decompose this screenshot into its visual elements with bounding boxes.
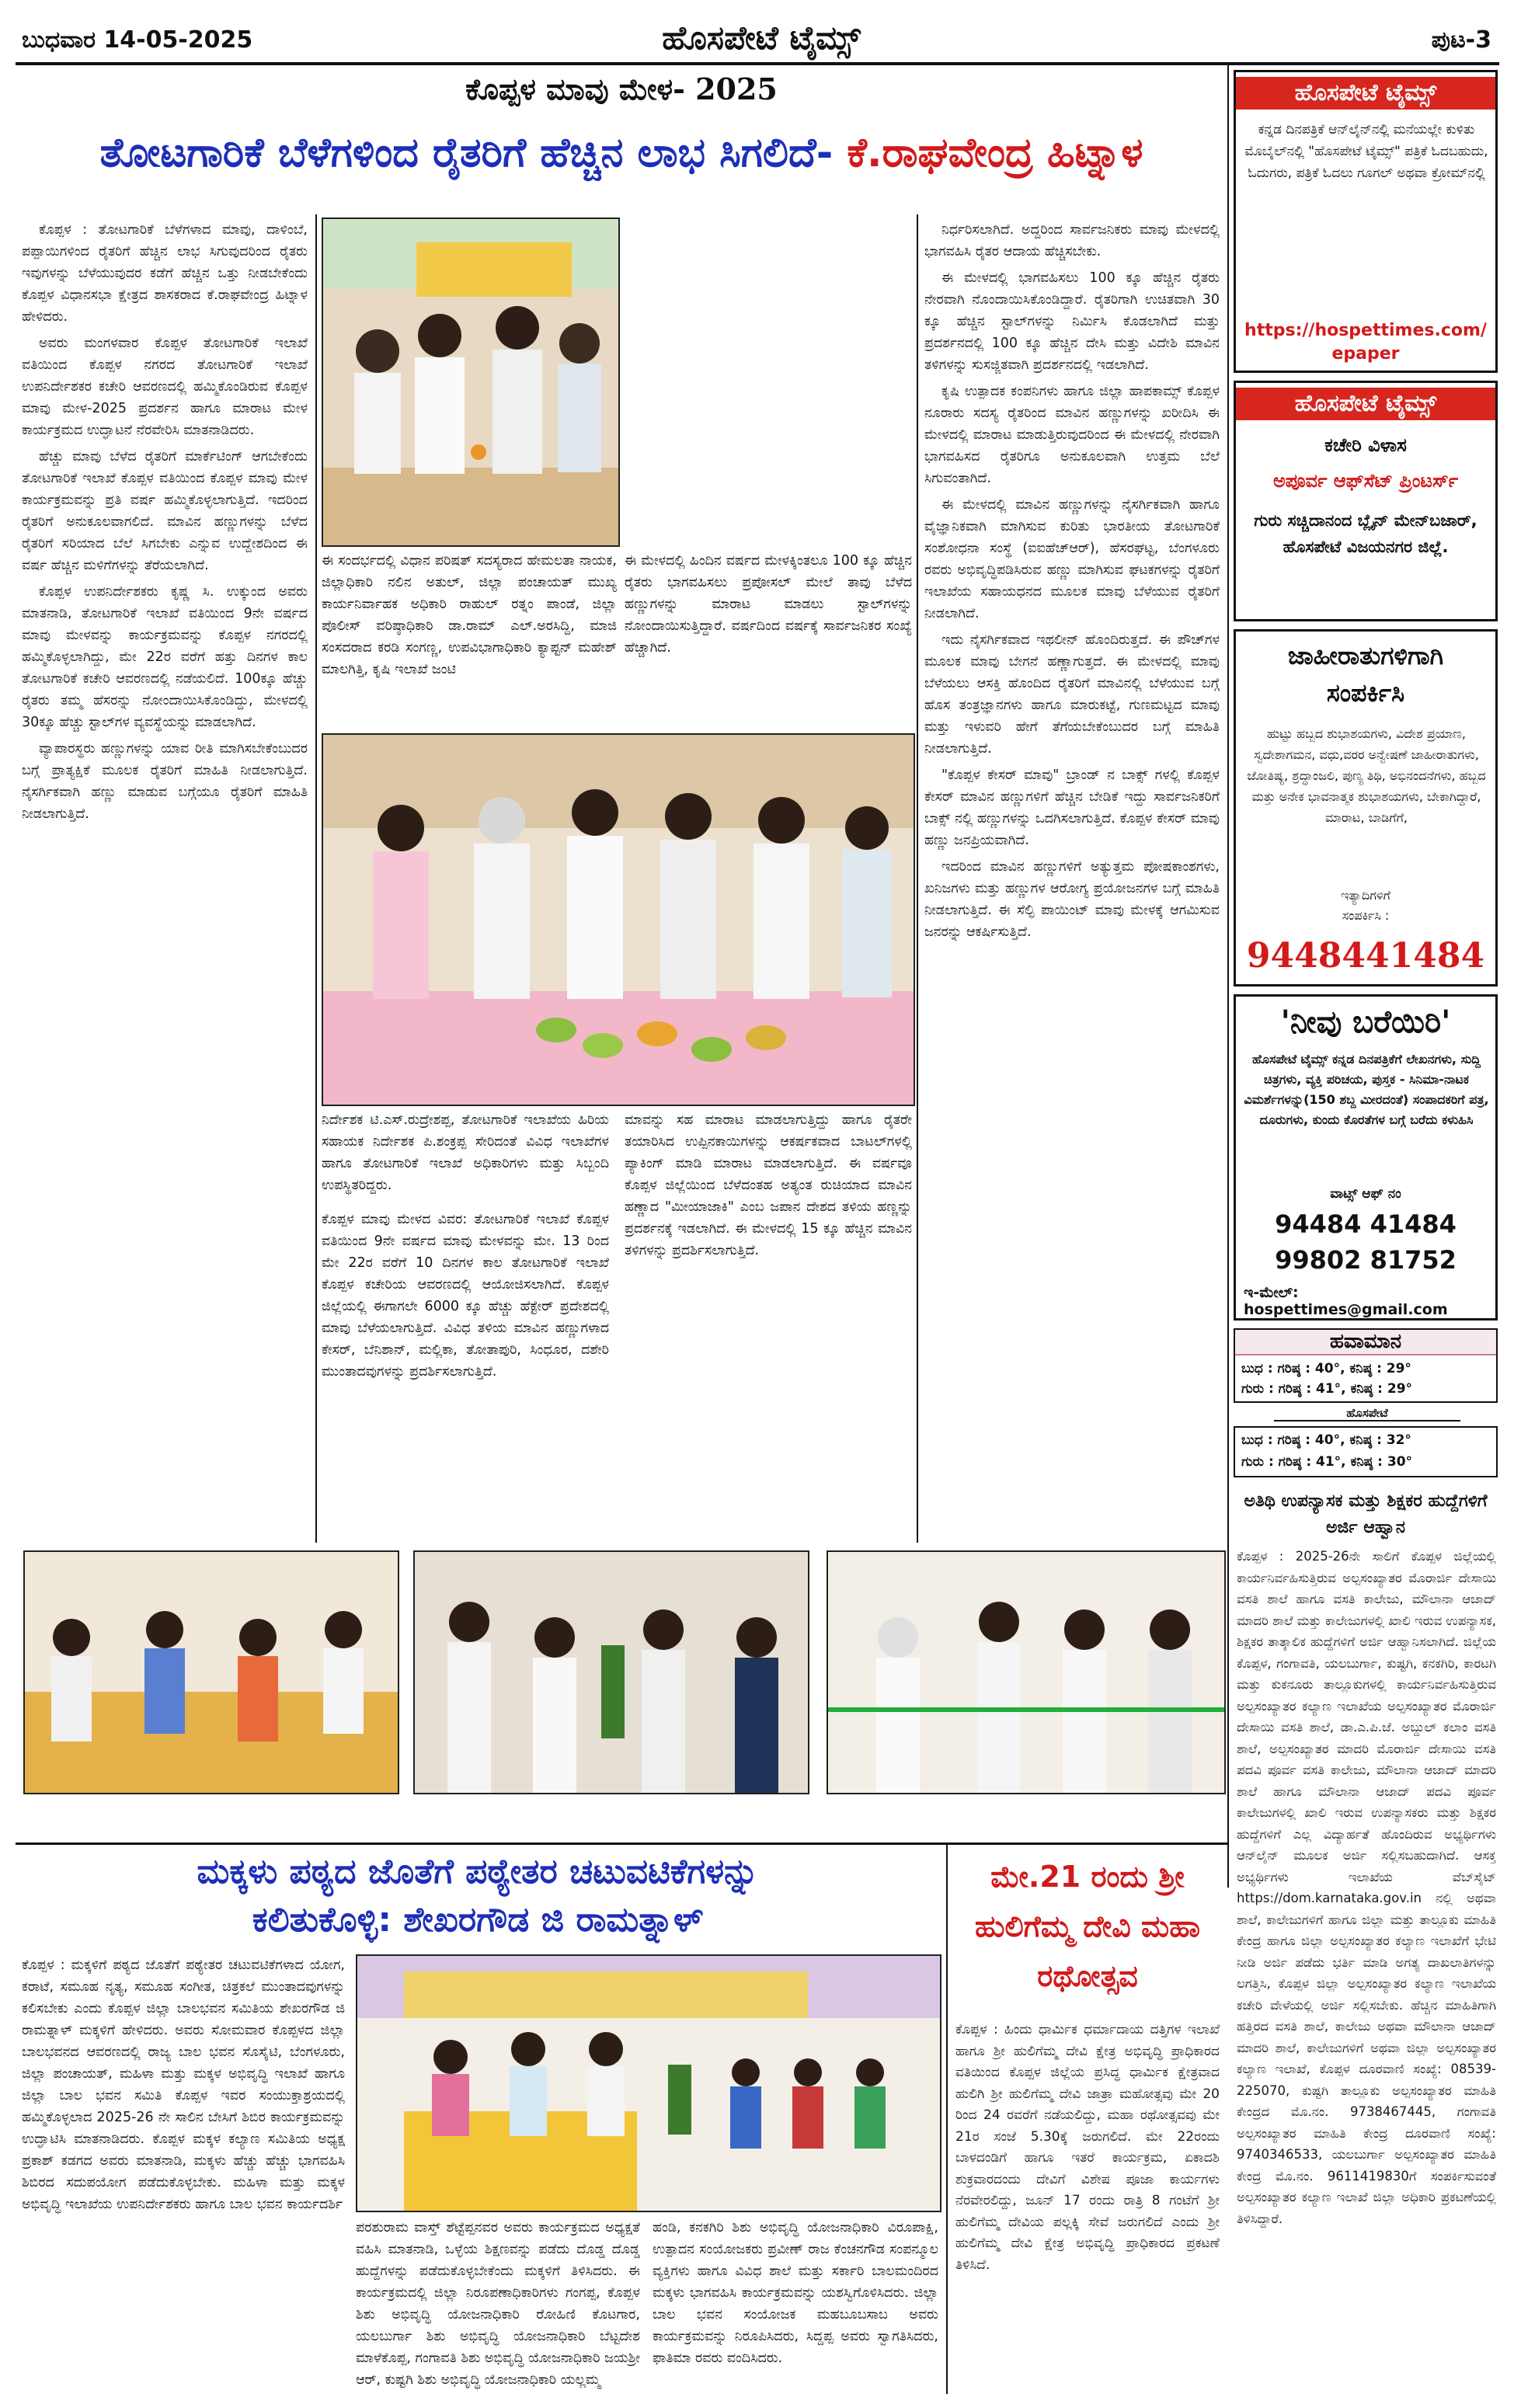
ad-contact-text: ಹುಟ್ಟು ಹಬ್ಬದ ಶುಭಾಶಯಗಳು, ವಿದೇಶ ಪ್ರಯಾಣ, ಸ್ವದೇಶಾಗಮನ, ವಧು,ವರರ ಅನ್ವೇಷಣೆ ಜಾಹೀರಾತುಗಳು, ಜೋತಿಷ್ಯ, ಶ್ರದ್ಧಾಂಜಲಿ, ಪುಣ್ಯ ತಿಥಿ, ಅಭಿನಂದನೆಗಳು, ಹಬ್ಬದ ಮತ್ತು ಅನೇಕ ಭಾವನಾತ್ಮಕ ಶುಭಾಶಯಗಳು, ಬೇಕಾಗಿದ್ದಾರೆ, ಮಾರಾಟ, ಬಾಡಿಗೆಗೆ,: [1247, 726, 1486, 825]
lead-paragraph: ಕೊಪ್ಪಳ : ತೋಟಗಾರಿಕೆ ಬೆಳೆಗಳಾದ ಮಾವು, ದಾಳಿಂಬೆ, ಪಪ್ಪಾಯಿಗಳಿಂದ ರೈತರಿಗೆ ಹೆಚ್ಚಿನ ಲಾಭ ಸಿಗುವುದರಿಂದ ರೈತರು ಇವುಗಳನ್ನು ಬೆಳೆಯುವುದರ ಕಡೆಗೆ ಹೆಚ್ಚಿನ ಒತ್ತು ನೀಡಬೇಕೆಂದು ಕೊಪ್ಪಳ ವಿಧಾನಸಭಾ ಕ್ಷೇತ್ರದ ಶಾಸಕರಾದ ಕೆ.ರಾಘವೇಂದ್ರ ಹಿಟ್ನಾಳ ಹೇಳಿದರು.: [22, 222, 308, 325]
ad-epaper: [1234, 70, 1498, 373]
weather-max: : 40°,: [1305, 1361, 1345, 1376]
ad-office-address: [1234, 381, 1498, 621]
weather-row: [1241, 1454, 1493, 1470]
guest-body: ಕೊಪ್ಪಳ : 2025-26ನೇ ಸಾಲಿಗೆ ಕೊಪ್ಪಳ ಜಿಲ್ಲೆಯಲ್ಲಿ ಕಾರ್ಯನಿರ್ವಹಿಸುತ್ತಿರುವ ಅಲ್ಪಸಂಖ್ಯಾತರ ಮೊರಾರ್ಜಿ ದೇಸಾಯಿ ವಸತಿ ಶಾಲೆ ಹಾಗೂ ವಸತಿ ಕಾಲೇಜು, ಮೌಲಾನಾ ಆಜಾದ್ ಮಾದರಿ ಶಾಲೆ ಮತ್ತು ಕಾಲೇಜುಗಳಲ್ಲಿ ಖಾಲಿ ಇರುವ ಉಪನ್ಯಾಸಕ, ಶಿಕ್ಷಕರ ತಾತ್ಕಾಲಿಕ ಹುದ್ದೆಗಳಿಗೆ ಅರ್ಜಿ ಆಹ್ವಾನಿಸಲಾಗಿದೆ. ಜಿಲ್ಲೆಯ ಕೊಪ್ಪಳ, ಗಂಗಾವತಿ, ಯಲಬುರ್ಗಾ, ಕುಷ್ಟಗಿ, ಕನಕಗಿರಿ, ಕಾರಟಗಿ ಮತ್ತು ಕುಕನೂರು ತಾಲ್ಲೂಕುಗಳಲ್ಲಿ ಕಾರ್ಯನಿರ್ವಹಿಸುತ್ತಿರುವ ಅಲ್ಪಸಂಖ್ಯಾತರ ಕಲ್ಯಾಣ ಇಲಾಖೆಯ ಅಲ್ಪಸಂಖ್ಯಾತರ ಮೊರಾರ್ಜಿ ದೇಸಾಯಿ ವಸತಿ ಶಾಲೆ, ಡಾ.ಎ.ಪಿ.ಜೆ. ಅಬ್ದುಲ್ ಕಲಾಂ ವಸತಿ ಶಾಲೆ, ಅಲ್ಪಸಂಖ್ಯಾತರ ಮಾದರಿ ಮೊರಾರ್ಜಿ ದೇಸಾಯಿ ವಸತಿ ಪದವಿ ಪೂರ್ವ ವಸತಿ ಕಾಲೇಜು, ಮೌಲಾನಾ ಆಜಾದ್ ಮಾದರಿ ಶಾಲೆ ಹಾಗೂ ಮೌಲಾನಾ ಆಜಾದ್ ಪದವಿ ಪೂರ್ವ ಕಾಲೇಜುಗಳಲ್ಲಿ ಖಾಲಿ ಇರುವ ಉಪನ್ಯಾಸಕರು ಮತ್ತು ಶಿಕ್ಷಕರ ಹುದ್ದೆಗಳಿಗೆ ಎಲ್ಲ ವಿದ್ಯಾರ್ಹತೆ ಹೊಂದಿರುವ ಅಭ್ಯರ್ಥಿಗಳು ಆನ್‌ಲೈನ್ ಮೂಲಕ ಅರ್ಜಿ ಸಲ್ಲಿಸಬಹುದಾಗಿದೆ. ಆಸಕ್ತ ಅಭ್ಯರ್ಥಿಗಳು ಇಲಾಖೆಯ ವೆಬ್‌ಸೈಟ್ https://dom.karnataka.gov.in ನಲ್ಲಿ ಅಥವಾ ಶಾಲೆ, ಕಾಲೇಜುಗಳಿಗೆ ಹಾಗೂ ಜಿಲ್ಲಾ ಮತ್ತು ತಾಲ್ಲೂಕು ಮಾಹಿತಿ ಕೇಂದ್ರ ಹಾಗೂ ಜಿಲ್ಲಾ ಅಲ್ಪಸಂಖ್ಯಾತರ ಕಲ್ಯಾಣ ಇಲಾಖೆಗೆ ಭೇಟಿ ನೀಡಿ ಅರ್ಜಿ ಪಡೆದು ಭರ್ತಿ ಮಾಡಿ ಅಗತ್ಯ ದಾಖಲಾತಿಗಳನ್ನು ಲಗತ್ತಿಸಿ, ಕೊಪ್ಪಳ ಜಿಲ್ಲಾ ಅಲ್ಪಸಂಖ್ಯಾತರ ಕಲ್ಯಾಣ ಇಲಾಖೆಯ ಕಚೇರಿ ವೇಳೆಯಲ್ಲಿ ಅರ್ಜಿ ಸಲ್ಲಿಸಬೇಕು. ಹೆಚ್ಚಿನ ಮಾಹಿತಿಗಾಗಿ ಹತ್ತಿರದ ವಸತಿ ಶಾಲೆ, ಕಾಲೇಜು ಅಥವಾ ಮೌಲಾನಾ ಆಜಾದ್ ಮಾದರಿ ಶಾಲೆ, ಕಾಲೇಜುಗಳಿಗೆ ಅಥವಾ ಜಿಲ್ಲಾ ಅಲ್ಪಸಂಖ್ಯಾತರ ಕಲ್ಯಾಣ ಇಲಾಖೆ, ಕೊಪ್ಪಳ ದೂರವಾಣಿ ಸಂಖ್ಯೆ: 08539-225070, ಕುಷ್ಟಗಿ ತಾಲ್ಲೂಕು ಅಲ್ಪಸಂಖ್ಯಾತರ ಮಾಹಿತಿ ಕೇಂದ್ರದ ಮೊ.ನಂ. 9738467445, ಗಂಗಾವತಿ ಅಲ್ಪಸಂಖ್ಯಾತರ ಮಾಹಿತಿ ಕೇಂದ್ರ ದೂರವಾಣಿ ಸಂಖ್ಯೆ: 9740346533, ಯಲಬುರ್ಗಾ ಅಲ್ಪಸಂಖ್ಯಾತರ ಮಾಹಿತಿ ಕೇಂದ್ರ ಮೊ.ನಂ. 9611419830ಗೆ ಸಂಪರ್ಕಿಸುವಂತೆ ಅಲ್ಪಸಂಖ್ಯಾತರ ಕಲ್ಯಾಣ ಇಲಾಖೆ ಜಿಲ್ಲಾ ಅಧಿಕಾರಿ ಪ್ರಕಟಣೆಯಲ್ಲಿ ತಿಳಿಸಿದ್ದಾರೆ.: [1237, 1549, 1496, 2226]
ad-contact-label: ಸಂಪರ್ಕಿಸಿ :: [1342, 908, 1390, 923]
lead-paragraph: ಕೊಪ್ಪಳ ಉಪನಿರ್ದೇಶಕರು ಕೃಷ್ಣ ಸಿ. ಉಕ್ಕುಂದ ಅವರು ಮಾತನಾಡಿ, ತೋಟಗಾರಿಕೆ ಇಲಾಖೆ ವತಿಯಿಂದ 9ನೇ ವರ್ಷದ ಮಾವು ಮೇಳವನ್ನು ಕಾರ್ಯಕ್ರಮವನ್ನು ಕೊಪ್ಪಳ ನಗರದಲ್ಲಿ ಹಮ್ಮಿಕೊಳ್ಳಲಾಗಿದ್ದು, ಮೇ 22ರ ವರೆಗೆ ಹತ್ತು ದಿನಗಳ ಕಾಲ ತೋಟಗಾರಿಕೆ ಕಚೇರಿ ಆವರಣದಲ್ಲಿ ನಡೆಯಲಿದೆ. 100ಕ್ಕೂ ಹೆಚ್ಚು ರೈತರು ತಮ್ಮ ಹೆಸರನ್ನು ನೋಂದಾಯಿಸಿಕೊಂಡಿದ್ದು, ಮೇಳದಲ್ಲಿ 30ಕ್ಕೂ ಹೆಚ್ಚು ಸ್ಟಾಲ್‌ಗಳ ವ್ಯವಸ್ಥೆಯನ್ನು ಮಾಡಲಾಗಿದೆ.: [22, 584, 308, 730]
lead-kicker: ಕೊಪ್ಪಳ ಮಾವು ಮೇಳ- 2025: [465, 71, 778, 106]
lead-column-4: [924, 219, 1220, 1540]
weather-min-label: ಕನಿಷ್ಠ: [1349, 1432, 1373, 1448]
ad-write-phone-2[interactable]: 99802 81752: [1275, 1245, 1457, 1275]
lead-column-2-lower: ಕೊಪ್ಪಳ ಮಾವು ಮೇಳದ ವಿವರ: ತೋಟಗಾರಿಕೆ ಇಲಾಖೆ ಕೊಪ್ಪಳ ವತಿಯಿಂದ 9ನೇ ವರ್ಷದ ಮಾವು ಮೇಳವನ್ನು ಮೇ. 13 ರಿಂದ ಮೇ 22ರ ವರೆಗೆ 10 ದಿನಗಳ ಕಾಲ ತೋಟಗಾರಿಕೆ ಇಲಾಖೆ ಕೊಪ್ಪಳ ಕಚೇರಿಯ ಆವರಣದಲ್ಲಿ ಆಯೋಜಿಸಲಾಗಿದೆ. ಕೊಪ್ಪಳ ಜಿಲ್ಲೆಯಲ್ಲಿ ಈಗಾಗಲೇ 6000 ಕ್ಕೂ ಹೆಚ್ಚು ಹೆಕ್ಟೇರ್ ಪ್ರದೇಶದಲ್ಲಿ ಮಾವು ಬೆಳೆಯಲಾಗುತ್ತಿದೆ. ವಿವಿಧ ತಳಿಯ ಮಾವಿನ ಹಣ್ಣುಗಳಾದ ಕೇಸರ್, ಬೆನಿಶಾನ್, ಮಲ್ಲಿಕಾ, ತೋತಾಪುರಿ, ಸಿಂಧೂರ, ದಶೇರಿ ಮುಂತಾದವುಗಳನ್ನು ಪ್ರದರ್ಶಿಸಲಾಗುತ್ತಿದೆ.: [322, 1212, 609, 1380]
weather-min: : 32°: [1377, 1432, 1411, 1448]
ad-contact-etc: ಇತ್ಯಾದಿಗಳಿಗೆ: [1341, 888, 1390, 903]
lead-photo-inauguration: [322, 217, 620, 547]
masthead-paper-name: ಹೊಸಪೇಟೆ ಟೈಮ್ಸ್: [662, 19, 861, 57]
weather-city: ಹೊಸಪೇಟೆ: [1274, 1406, 1460, 1421]
ad-write-whatsapp: ವಾಟ್ಸ್ ಆಫ್ ನಂ: [1330, 1186, 1401, 1202]
section-rule: [16, 1843, 1227, 1845]
kids-column-1: ಕೊಪ್ಪಳ : ಮಕ್ಕಳಿಗೆ ಪಠ್ಯದ ಜೊತೆಗೆ ಪಠ್ಯೇತರ ಚಟುವಟಿಕೆಗಳಾದ ಯೋಗ, ಕರಾಟೆ, ಸಮೂಹ ನೃತ್ಯ, ಸಮೂಹ ಸಂಗೀತ, ಚಿತ್ರಕಲೆ ಮುಂತಾದವುಗಳನ್ನು ಕಲಿಸಬೇಕು ಎಂದು ಕೊಪ್ಪಳ ಜಿಲ್ಲಾ ಬಾಲಭವನ ಸಮಿತಿಯ ಶೇಖರಗೌಡ ಜಿ ರಾಮತ್ನಾಳ್ ಮಕ್ಕಳಿಗೆ ಹೇಳಿದರು. ಅವರು ಸೋಮವಾರ ಕೊಪ್ಪಳದ ಜಿಲ್ಲಾ ಬಾಲಭವನದ ಆವರಣದಲ್ಲಿ ರಾಜ್ಯ ಬಾಲ ಭವನ ಸೊಸೈಟಿ, ಬೆಂಗಳೂರು, ಜಿಲ್ಲಾ ಪಂಚಾಯತ್, ಮಹಿಳಾ ಮತ್ತು ಮಕ್ಕಳ ಅಭಿವೃದ್ಧಿ ಇಲಾಖೆ ಹಾಗೂ ಜಿಲ್ಲಾ ಬಾಲ ಭವನ ಸಮಿತಿ ಕೊಪ್ಪಳ ಇವರ ಸಂಯುಕ್ತಾಶ್ರಯದಲ್ಲಿ ಹಮ್ಮಿಕೊಳ್ಳಲಾದ 2025-26 ನೇ ಸಾಲಿನ ಬೇಸಿಗೆ ಶಿಬಿರ ಕಾರ್ಯಕ್ರಮವನ್ನು ಉದ್ಘಾಟಿಸಿ ಮಾತನಾಡಿದರು. ಕೊಪ್ಪಳ ಮಕ್ಕಳ ಕಲ್ಯಾಣ ಸಮಿತಿಯ ಅಧ್ಯಕ್ಷ ಪ್ರಕಾಶ್ ಕಡಗದ ಅವರು ಮಾತನಾಡಿ, ಮಕ್ಕಳು ಹೆಚ್ಚು ಹೆಚ್ಚು ಭಾಗವಹಿಸಿ ಶಿಬಿರದ ಸದುಪಯೋಗ ಪಡೆದುಕೊಳ್ಳಬೇಕು. ಮಹಿಳಾ ಮತ್ತು ಮಕ್ಕಳ ಅಭಿವೃದ್ಧಿ ಇಲಾಖೆಯ ಉಪನಿರ್ದೇಶಕರು ಹಾಗೂ ಬಾಲ ಭವನ ಕಾರ್ಯದರ್ಶಿ: [22, 1957, 345, 2212]
weather-min: : 29°: [1377, 1381, 1413, 1397]
ad-write-email-row: [1244, 1284, 1492, 1318]
ad-write-email-label: ಇ-ಮೇಲ್:: [1244, 1284, 1299, 1301]
masthead-page-number: ಪುಟ-3: [1431, 26, 1491, 54]
kids-column-3: ಹಂಡಿ, ಕನಕಗಿರಿ ಶಿಶು ಅಭಿವೃದ್ಧಿ ಯೋಜನಾಧಿಕಾರಿ ವಿರೂಪಾಕ್ಷಿ, ಉತ್ಪಾದನ ಸಂಯೋಜಕರು ಪ್ರವೀಣ್ ರಾಜ ಕೆಂಚನಗೌಡ ಸಂಪನ್ಮೂಲ ವ್ಯಕ್ತಿಗಳು ಹಾಗೂ ವಿವಿಧ ಶಾಲೆ ಮತ್ತು ಸರ್ಕಾರಿ ಬಾಲಮಂದಿರದ ಮಕ್ಕಳು ಭಾಗವಹಿಸಿ ಕಾರ್ಯಕ್ರಮವನ್ನು ಯಶಸ್ವಿಗೊಳಿಸಿದರು. ಜಿಲ್ಲಾ ಬಾಲ ಭವನ ಸಂಯೋಜಕ ಮಹಬೂಬಸಾಬ ಅವರು ಕಾರ್ಯಕ್ರಮವನ್ನು ನಿರೂಪಿಸಿದರು, ಸಿದ್ದಪ್ಪ ಅವರು ಸ್ವಾಗತಿಸಿದರು, ಫಾತಿಮಾ ರವರು ವಂದಿಸಿದರು.: [653, 2220, 938, 2366]
weather-max-label: : ಗರಿಷ್ಠ: [1268, 1454, 1302, 1470]
lead-paragraph: ನಿರ್ಧರಿಸಲಾಗಿದೆ. ಅದ್ದರಿಂದ ಸಾರ್ವಜನಿಕರು ಮಾವು ಮೇಳದಲ್ಲಿ ಭಾಗವಹಿಸಿ ರೈತರ ಆದಾಯ ಹೆಚ್ಚಿಸಬೇಕು.: [924, 222, 1220, 259]
weather-min: : 29°: [1377, 1361, 1411, 1376]
column-rule: [917, 214, 918, 1543]
weather-row: [1241, 1361, 1493, 1376]
weather-title: ಹವಾಮಾನ: [1235, 1330, 1496, 1355]
ad-epaper-url[interactable]: https://hospettimes.com/: [1244, 321, 1487, 340]
lead-column-3-upper: ಈ ಮೇಳದಲ್ಲಿ ಹಿಂದಿನ ವರ್ಷದ ಮೇಳಕ್ಕಿಂತಲೂ 100 ಕ್ಕೂ ಹೆಚ್ಚಿನ ರೈತರು ಭಾಗವಹಿಸಲು ಪ್ರಪೋಸಲ್ ಮೇಲೆ ತಾವು ಬೆಳೆದ ಹಣ್ಣುಗಳನ್ನು ಮಾರಾಟ ಮಾಡಲು ಸ್ಟಾಲ್‌ಗಳನ್ನು ನೋಂದಾಯಿಸುತ್ತಿದ್ದಾರೆ. ವರ್ಷದಿಂದ ವರ್ಷಕ್ಕೆ ಸಾರ್ವಜನಿಕರ ಸಂಖ್ಯೆ ಹೆಚ್ಚಾಗಿದೆ.: [625, 553, 912, 656]
weather-max: : 40°,: [1305, 1432, 1345, 1448]
column-rule: [1227, 62, 1229, 1888]
lead-paragraph: ಅವರು ಮಂಗಳವಾರ ಕೊಪ್ಪಳ ತೋಟಗಾರಿಕೆ ಇಲಾಖೆ ವತಿಯಿಂದ ಕೊಪ್ಪಳ ನಗರದ ತೋಟಗಾರಿಕೆ ಇಲಾಖೆ ಉಪನಿರ್ದೇಶಕರ ಕಚೇರಿ ಆವರಣದಲ್ಲಿ ಹಮ್ಮಿಕೊಂಡಿರುವ ಕೊಪ್ಪಳ ಮಾವು ಮೇಳ-2025 ಪ್ರದರ್ಶನ ಹಾಗೂ ಮಾರಾಟ ಮೇಳ ಕಾರ್ಯಕ್ರಮದ ಉದ್ಘಾಟನೆ ನೆರವೇರಿಸಿ ಮಾತನಾಡಿದರು.: [22, 336, 308, 438]
lead-headline-main: ತೋಟಗಾರಿಕೆ ಬೆಳೆಗಳಿಂದ ರೈತರಿಗೆ ಹೆಚ್ಚಿನ ಲಾಭ ಸಿಗಲಿದೆ-: [99, 130, 834, 176]
mela-body: ಕೊಪ್ಪಳ : ಹಿಂದು ಧಾರ್ಮಿಕ ಧರ್ಮಾದಾಯ ದತ್ತಿಗಳ ಇಲಾಖೆ ಹಾಗೂ ಶ್ರೀ ಹುಲಿಗೆಮ್ಮ ದೇವಿ ಕ್ಷೇತ್ರ ಅಭಿವೃದ್ಧಿ ಪ್ರಾಧಿಕಾರದ ವತಿಯಿಂದ ಕೊಪ್ಪಳ ಜಿಲ್ಲೆಯ ಪ್ರಸಿದ್ಧ ಧಾರ್ಮಿಕ ಕ್ಷೇತ್ರವಾದ ಹುಲಿಗಿ ಶ್ರೀ ಹುಲಿಗೆಮ್ಮ ದೇವಿ ಜಾತ್ರಾ ಮಹೋತ್ಸವು ಮೇ 20 ರಿಂದ 24 ರವರೆಗೆ ನಡೆಯಲಿದ್ದು, ಮಹಾ ರಥೋತ್ಸವವು ಮೇ 21ರ ಸಂಜೆ 5.30ಕ್ಕೆ ಜರುಗಲಿದೆ. ಮೇ 22ರಂದು ಬಾಳದಂಡಿಗೆ ಹಾಗೂ ಇತರೆ ಕಾರ್ಯಕ್ರಮ, ಏಕಾದಶಿ ಶುಕ್ರವಾರದಂದು ದೇವಿಗೆ ವಿಶೇಷ ಪೂಜಾ ಕಾರ್ಯಗಳು ನೆರವೇರಲಿದ್ದು, ಜೂನ್ 17 ರಂದು ರಾತ್ರಿ 8 ಗಂಟೆಗೆ ಶ್ರೀ ಹುಲಿಗೆಮ್ಮ ದೇವಿಯ ಪಲ್ಲಕ್ಕಿ ಸೇವೆ ಜರುಗಲಿದೆ ಎಂದು ಶ್ರೀ ಹುಲಿಗೆಮ್ಮ ದೇವಿ ಕ್ಷೇತ್ರ ಅಭಿವೃದ್ಧಿ ಪ್ರಾಧಿಕಾರದ ಪ್ರಕಟಣೆ ತಿಳಿಸಿದೆ.: [955, 2022, 1220, 2273]
weather-day: ಬುಧ: [1241, 1432, 1263, 1448]
weather-box-city: [1234, 1426, 1498, 1477]
lead-paragraph: ಕೃಷಿ ಉತ್ಪಾದಕ ಕಂಪನಿಗಳು ಹಾಗೂ ಜಿಲ್ಲಾ ಹಾಪಕಾಮ್ಸ್ ಕೊಪ್ಪಳ ನೂರಾರು ಸದಸ್ಯ ರೈತರಿಂದ ಮಾವಿನ ಹಣ್ಣುಗಳನ್ನು ಖರೀದಿಸಿ ಈ ಮೇಳದಲ್ಲಿ ಮಾರಾಟ ಮಾಡುತ್ತಿರುವುದರಿಂದ ಈ ಮೇಳದಲ್ಲಿ ನೇರವಾಗಿ ಭಾಗವಹಿಸದ ರೈತರಿಗೂ ಅನುಕೂಲವಾಗಿ ಉತ್ತಮ ಬೆಲೆ ಸಿಗುವಂತಾಗಿದೆ.: [924, 384, 1220, 486]
weather-min-label: ಕನಿಷ್ಠ: [1349, 1361, 1373, 1376]
kids-column-2: ಪರಶುರಾಮ ವಾಸ್ತ್ ಶೆಟ್ಟೆಪ್ಪನವರ ಅವರು ಕಾರ್ಯಕ್ರಮದ ಅಧ್ಯಕ್ಷತೆ ವಹಿಸಿ ಮಾತನಾಡಿ, ಒಳ್ಳೆಯ ಶಿಕ್ಷಣವನ್ನು ಪಡೆದು ದೊಡ್ಡ ದೊಡ್ಡ ಹುದ್ದೆಗಳನ್ನು ಪಡೆದುಕೊಳ್ಳಬೇಕೆಂದು ಮಕ್ಕಳಿಗೆ ತಿಳಿಸಿದರು. ಈ ಕಾರ್ಯಕ್ರಮದಲ್ಲಿ ಜಿಲ್ಲಾ ನಿರೂಪಣಾಧಿಕಾರಿಗಳು ಗಂಗಪ್ಪ, ಕೊಪ್ಪಳ ಶಿಶು ಅಭಿವೃದ್ಧಿ ಯೋಜನಾಧಿಕಾರಿ ರೋಹಿಣಿ ಕೊಟಗಾರ, ಯಲಬುರ್ಗಾ ಶಿಶು ಅಭಿವೃದ್ಧಿ ಯೋಜನಾಧಿಕಾರಿ ಬೆಟ್ಟದೇಶ ಮಾಳೆಕೊಪ್ಪ, ಗಂಗಾವತಿ ಶಿಶು ಅಭಿವೃದ್ಧಿ ಯೋಜನಾಧಿಕಾರಿ ಜಯಶ್ರೀ ಆರ್, ಕುಷ್ಟಗಿ ಶಿಶು ಅಭಿವೃದ್ಧಿ ಯೋಜನಾಧಿಕಾರಿ ಯಲ್ಲಮ್ಮ: [356, 2220, 640, 2388]
ad-write-phone-1[interactable]: 94484 41484: [1275, 1209, 1457, 1239]
ad-epaper-label: epaper: [1331, 344, 1400, 364]
weather-max: : 41°,: [1306, 1381, 1346, 1397]
weather-day: ಗುರು: [1241, 1454, 1265, 1470]
ad-office-heading: ಕಚೇರಿ ವಿಳಾಸ: [1324, 434, 1407, 456]
ad-epaper-title: ಹೊಸಪೇಟೆ ಟೈಮ್ಸ್: [1236, 77, 1495, 110]
ad-write-text: ಹೊಸಪೇಟೆ ಟೈಮ್ಸ್ ಕನ್ನಡ ದಿನಪತ್ರಿಕೆಗೆ ಲೇಖನಗಳು, ಸುದ್ದಿ ಚಿತ್ರಗಳು, ವ್ಯಕ್ತಿ ಪರಿಚಯ, ಪುಸ್ತಕ - ಸಿನಿಮಾ-ನಾಟಕ ವಿಮರ್ಶೆಗಳನ್ನು(150 ಶಬ್ದ ಮೀರದಂತೆ) ಸಂಪಾದಕರಿಗೆ ಪತ್ರ, ದೂರುಗಳು, ಕುಂದು ಕೊರತೆಗಳ ಬಗ್ಗೆ ಬರೆದು ಕಳುಹಿಸಿ: [1244, 1052, 1489, 1127]
ad-contact-phone[interactable]: 9448441484: [1246, 936, 1485, 976]
lead-photo-caption-1: ಈ ಸಂದರ್ಭದಲ್ಲಿ ವಿಧಾನ ಪರಿಷತ್ ಸದಸ್ಯರಾದ ಹೇಮಲತಾ ನಾಯಕ, ಜಿಲ್ಲಾಧಿಕಾರಿ ನಲಿನ ಅತುಲ್, ಜಿಲ್ಲಾ ಪಂಚಾಯತ್ ಮುಖ್ಯ ಕಾರ್ಯನಿರ್ವಾಹಕ ಅಧಿಕಾರಿ ರಾಹುಲ್ ರತ್ನಂ ಪಾಂಡೆ, ಜಿಲ್ಲಾ ಪೊಲೀಸ್ ವರಿಷ್ಠಾಧಿಕಾರಿ ಡಾ.ರಾಮ್ ಎಲ್.ಅರಸಿದ್ದಿ, ಮಾಜಿ ಸಂಸದರಾದ ಕರಡಿ ಸಂಗಣ್ಣ, ಉಪವಿಭಾಗಾಧಿಕಾರಿ ಕ್ಯಾಪ್ಟನ್ ಮಹೇಶ್ ಮಾಲಗಿತ್ತಿ, ಕೃಷಿ ಇಲಾಖೆ ಜಂಟಿ: [322, 553, 617, 677]
weather-min: : 30°: [1377, 1454, 1413, 1470]
weather-max-label: : ಗರಿಷ್ಠ: [1267, 1361, 1301, 1376]
lead-paragraph: ಈ ಮೇಳದಲ್ಲಿ ಮಾವಿನ ಹಣ್ಣುಗಳನ್ನು ನೈಸರ್ಗಿಕವಾಗಿ ಹಾಗೂ ವೈಜ್ಞಾನಿಕವಾಗಿ ಮಾಗಿಸುವ ಕುರಿತು ಭಾರತೀಯ ತೋಟಗಾರಿಕೆ ಸಂಶೋಧನಾ ಸಂಸ್ಥೆ (ಐಐಹೆಚ್‌ಆರ್), ಹೆಸರಘಟ್ಟ, ಬೆಂಗಳೂರು ರವರು ಅಭಿವೃದ್ಧಿಪಡಿಸಿರುವ ಹಣ್ಣು ಮಾಗಿಸುವ ಘಟಕಗಳನ್ನು ರೈತರಿಗೆ ಇಲಾಖೆಯ ಸಹಾಯಧನದ ಮೂಲಕ ಮಾವು ಬೆಳೆಯುವ ರೈತರಿಗೆ ನೀಡಲಾಗಿದೆ.: [924, 497, 1220, 621]
ad-contact-title-1: ಜಾಹೀರಾತುಗಳಿಗಾಗಿ: [1287, 641, 1444, 670]
lead-photo-caption-3: ನಿರ್ದೇಶಕ ಟಿ.ಎಸ್.ರುದ್ರೇಶಪ್ಪ, ತೋಟಗಾರಿಕೆ ಇಲಾಖೆಯ ಹಿರಿಯ ಸಹಾಯಕ ನಿರ್ದೇಶಕ ಪಿ.ಶಂಕ್ರಪ್ಪ ಸೇರಿದಂತೆ ವಿವಿಧ ಇಲಾಖೆಗಳ ಹಾಗೂ ತೋಟಗಾರಿಕೆ ಇಲಾಖೆ ಅಧಿಕಾರಿಗಳು ಮತ್ತು ಸಿಬ್ಬಂದಿ ಉಪಸ್ಥಿತರಿದ್ದರು.: [322, 1112, 609, 1193]
masthead-rule: [16, 62, 1499, 65]
column-rule: [315, 214, 317, 1543]
ad-epaper-text: ಕನ್ನಡ ದಿನಪತ್ರಿಕೆ ಆನ್‌ಲೈನ್‌ನಲ್ಲಿ ಮನೆಯಲ್ಲೇ ಕುಳಿತು ಮೊಬೈಲ್‌ನಲ್ಲಿ "ಹೊಸಪೇಟೆ ಟೈಮ್ಸ್" ಪತ್ರಿಕೆ ಓದಬಹುದು, ಓದುಗರು, ಪತ್ರಿಕೆ ಓದಲು ಗೂಗಲ್ ಅಥವಾ ಕ್ರೋಮ್‌ನಲ್ಲಿ: [1244, 122, 1488, 181]
ad-office-address-text: ಗುರು ಸಚ್ಚಿದಾನಂದ ಬ್ಲೈನ್ ಮೇನ್‌ಬಜಾರ್, ಹೊಸಪೇಟೆ ವಿಜಯನಗರ ಜಿಲ್ಲೆ.: [1254, 511, 1477, 556]
kids-photo-summer-camp: [356, 1954, 941, 2212]
weather-min-label: ಕನಿಷ್ಠ: [1350, 1454, 1373, 1470]
masthead-date: ಬುಧವಾರ 14-05-2025: [22, 26, 253, 54]
weather-min-label: ಕನಿಷ್ಠ: [1350, 1381, 1373, 1397]
lead-paragraph: ವ್ಯಾಪಾರಸ್ಥರು ಹಣ್ಣುಗಳನ್ನು ಯಾವ ರೀತಿ ಮಾಗಿಸಬೇಕೆಂಬುದರ ಬಗ್ಗೆ ಪ್ರಾತ್ಯಕ್ಷಿಕೆ ಮೂಲಕ ರೈತರಿಗೆ ಮಾಹಿತಿ ನೀಡಲಾಗುತ್ತಿದೆ. ನೈಸರ್ಗಿಕವಾಗಿ ಹಣ್ಣು ಮಾಡುವ ಬಗ್ಗೆಯೂ ರೈತರಿಗೆ ಮಾಹಿತಿ ನೀಡಲಾಗುತ್ತಿದೆ.: [22, 741, 308, 822]
weather-max-label: : ಗರಿಷ್ಠ: [1267, 1432, 1301, 1448]
lead-paragraph: "ಕೊಪ್ಪಳ ಕೇಸರ್ ಮಾವು" ಬ್ರಾಂಡ್ ನ ಬಾಕ್ಸ್ ಗಳಲ್ಲಿ ಕೊಪ್ಪಳ ಕೇಸರ್ ಮಾವಿನ ಹಣ್ಣುಗಳಿಗೆ ಹೆಚ್ಚಿನ ಬೇಡಿಕೆ ಇದ್ದು ಸಾರ್ವಜನಿಕರಿಗೆ ಬಾಕ್ಸ್ ನಲ್ಲಿ ಹಣ್ಣುಗಳನ್ನು ಒದಗಿಸಲಾಗುತ್ತಿದೆ. ಕೊಪ್ಪಳ ಕೇಸರ್ ಮಾವು ಹಣ್ಣು ಜನಪ್ರಿಯವಾಗಿದೆ.: [924, 767, 1220, 848]
lead-paragraph: ಈ ಮೇಳದಲ್ಲಿ ಭಾಗವಹಿಸಲು 100 ಕ್ಕೂ ಹೆಚ್ಚಿನ ರೈತರು ನೇರವಾಗಿ ನೊಂದಾಯಿಸಿಕೊಂಡಿದ್ದಾರೆ. ರೈತರಿಗಾಗಿ ಉಚಿತವಾಗಿ 30 ಕ್ಕೂ ಹೆಚ್ಚಿನ ಸ್ಟಾಲ್‌ಗಳನ್ನು ನಿರ್ಮಿಸಿ ಕೊಡಲಾಗಿದೆ ಮತ್ತು ಪ್ರದರ್ಶನದಲ್ಲಿ 100 ಕ್ಕೂ ಹೆಚ್ಚಿನ ದೇಸಿ ಮತ್ತು ವಿದೇಶಿ ಮಾವಿನ ತಳಿಗಳನ್ನು ಸುಸಜ್ಜಿತವಾಗಿ ಪ್ರದರ್ಶನದಲ್ಲಿ ಇಡಲಾಗಿದೆ.: [924, 270, 1220, 373]
ad-office-printer: ಅಪೂರ್ವ ಆಫ್‌ಸೆಟ್ ಪ್ರಿಂಟರ್ಸ್: [1272, 470, 1459, 492]
lead-paragraph: ಇದರಿಂದ ಮಾವಿನ ಹಣ್ಣುಗಳಿಗೆ ಅತ್ಯುತ್ತಮ ಪೋಷಕಾಂಶಗಳು, ಖನಿಜಗಳು ಮತ್ತು ಹಣ್ಣುಗಳ ಆರೋಗ್ಯ ಪ್ರಯೋಜನಗಳ ಬಗ್ಗೆ ಮಾಹಿತಿ ನೀಡಲಾಗುತ್ತಿದೆ. ಈ ಸೆಲ್ಫಿ ಪಾಯಿಂಟ್ ಮಾವು ಮೇಳಕ್ಕೆ ಆಗಮಿಸುವ ಜನರನ್ನು ಆಕರ್ಷಿಸುತ್ತಿದೆ.: [924, 859, 1220, 940]
column-rule: [946, 1843, 948, 2394]
ad-write-to-us: [1234, 994, 1498, 1321]
ad-write-email[interactable]: hospettimes@gmail.com: [1244, 1301, 1448, 1318]
ad-contact: [1234, 629, 1498, 987]
weather-row: [1241, 1381, 1493, 1397]
weather-day: ಗುರು: [1241, 1381, 1265, 1397]
weather-max: : 41°,: [1306, 1454, 1346, 1470]
ad-office-title: ಹೊಸಪೇಟೆ ಟೈಮ್ಸ್: [1236, 388, 1495, 420]
lead-paragraph: ಹೆಚ್ಚು ಮಾವು ಬೆಳೆದ ರೈತರಿಗೆ ಮಾರ್ಕೆಟಿಂಗ್ ಆಗಬೇಕೆಂದು ತೋಟಗಾರಿಕೆ ಇಲಾಖೆ ಕೊಪ್ಪಳ ವತಿಯಿಂದ ಕೊಪ್ಪಳ ಮಾವು ಮೇಳ ಕಾರ್ಯಕ್ರಮವನ್ನು ಪ್ರತಿ ವರ್ಷ ಹಮ್ಮಿಕೊಳ್ಳಲಾಗುತ್ತಿದೆ. ಇದರಿಂದ ರೈತರಿಗೆ ಅನುಕೂಲವಾಗಲಿದೆ. ಮಾವಿನ ಹಣ್ಣುಗಳನ್ನು ಬೆಳೆದ ರೈತರಿಗೆ ಸರಿಯಾದ ಬೆಲೆ ಸಿಗಬೇಕು ಎನ್ನುವ ಉದ್ದೇಶದಿಂದ ಈ ವರ್ಷ ಹೆಚ್ಚಿನ ಮಳಿಗೆಗಳನ್ನು ತೆರೆಯಲಾಗಿದೆ.: [22, 449, 308, 573]
ad-contact-title-2: ಸಂಪರ್ಕಿಸಿ: [1326, 678, 1405, 708]
weather-day: ಬುಧ: [1241, 1361, 1263, 1376]
kids-headline-line-1: ಮಕ್ಕಳು ಪಠ್ಯದ ಜೊತೆಗೆ ಪಠ್ಯೇತರ ಚಟುವಟಿಕೆಗಳನ್ನು: [197, 1852, 759, 1891]
weather-max-label: : ಗರಿಷ್ಠ: [1268, 1381, 1302, 1397]
kids-headline-line-2: ಕಲಿತುಕೊಳ್ಳಿ: ಶೇಖರಗೌಡ ಜಿ ರಾಮತ್ನಾಳ್: [252, 1900, 704, 1940]
lead-headline-name: ಕೆ.ರಾಘವೇಂದ್ರ ಹಿಟ್ನಾಳ: [847, 130, 1143, 176]
photo-ribbon-cutting: [827, 1550, 1226, 1794]
lead-column-3-lower: ಮಾವನ್ನು ಸಹ ಮಾರಾಟ ಮಾಡಲಾಗುತ್ತಿದ್ದು ಹಾಗೂ ರೈತರೇ ತಯಾರಿಸಿದ ಉಪ್ಪಿನಕಾಯಿಗಳನ್ನು ಆಕರ್ಷಕವಾದ ಬಾಟಲ್‌ಗಳಲ್ಲಿ ಪ್ಯಾಕಿಂಗ್ ಮಾಡಿ ಮಾರಾಟ ಮಾಡಲಾಗುತ್ತಿದೆ. ಈ ವರ್ಷವೂ ಕೊಪ್ಪಳ ಜಿಲ್ಲೆಯಿಂದ ಬೆಳೆದಂತಹ ಅತ್ಯಂತ ರುಚಿಯಾದ ಮಾವಿನ ಹಣ್ಣಾದ "ಮೀಯಾಜಾಕಿ" ಎಂಬ ಜಪಾನ ದೇಶದ ತಳಿಯ ಹಣ್ಣನ್ನು ಪ್ರದರ್ಶನಕ್ಕೆ ಇಡಲಾಗಿದೆ. ಈ ಮೇಳದಲ್ಲಿ 15 ಕ್ಕೂ ಹೆಚ್ಚಿನ ಮಾವಿನ ತಳಿಗಳನ್ನು ಪ್ರದರ್ಶಿಸಲಾಗುತ್ತಿದೆ.: [625, 1112, 912, 1258]
mela-headline: ಮೇ.21 ರಂದು ಶ್ರೀ ಹುಲಿಗೆಮ್ಮ ದೇವಿ ಮಹಾ ರಥೋತ್ಸವ: [975, 1860, 1200, 1993]
guest-headline: ಅತಿಥಿ ಉಪನ್ಯಾಸಕ ಮತ್ತು ಶಿಕ್ಷಕರ ಹುದ್ದೆಗಳಿಗೆ ಅರ್ಜಿ ಆಹ್ವಾನ: [1244, 1491, 1488, 1537]
lead-photo-mango-display: [322, 733, 915, 1106]
lead-column-1: [22, 219, 308, 1540]
lead-headline: [16, 124, 1227, 182]
photo-plant-dignitaries: [413, 1550, 809, 1794]
weather-box: [1234, 1328, 1498, 1403]
weather-row: [1241, 1432, 1493, 1448]
lead-paragraph: ಇದು ನೈಸರ್ಗಿಕವಾದ ಇಥಲೀನ್ ಹೊಂದಿರುತ್ತದೆ. ಈ ಪೌಚ್‌ಗಳ ಮೂಲಕ ಮಾವು ಬೇಗನೆ ಹಣ್ಣಾಗುತ್ತದೆ. ಈ ಮೇಳದಲ್ಲಿ ಮಾವು ಬೆಳೆಯಲು ಆಸಕ್ತಿ ಹೊಂದಿದ ರೈತರಿಗೆ ಮಾವಿನಲ್ಲಿ ಬೆಳೆಯುವ ಬಗ್ಗೆ ಹೊಸ ತಂತ್ರಜ್ಞಾನಗಳು ಹಾಗೂ ಮಾರುಕಟ್ಟೆ, ಗುಣಮಟ್ಟದ ಮಾವು ಮತ್ತು ಇಳುವರಿ ಹೇಗೆ ತೆಗೆಯಬೇಕೆಂಬುದರ ಬಗ್ಗೆ ಮಾಹಿತಿ ನೀಡಲಾಗುತ್ತಿದೆ.: [924, 632, 1220, 757]
ad-write-title: 'ನೀವು ಬರೆಯಿರಿ': [1280, 1004, 1451, 1040]
photo-mango-stall: [23, 1550, 399, 1794]
